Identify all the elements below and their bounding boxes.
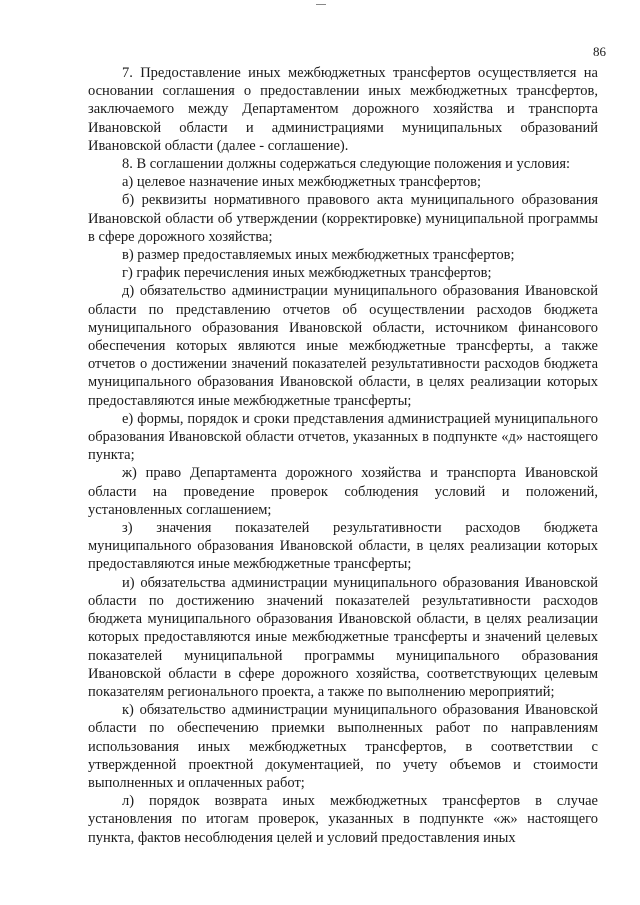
clause-a: а) целевое назначение иных межбюджетных трансфертов;: [122, 174, 481, 191]
clause-b: б) реквизиты нормативного правового акта муниципального образования Ивановской области об утверждении (корректировке) муниципальной программы в сфере дорожного хозяйства;: [88, 192, 598, 245]
clause-e: е) формы, порядок и сроки представления администрацией муниципального образования Ивановской области отчетов, указанных в подпункте «д» настоящего пункта;: [88, 410, 598, 464]
page-number: 86: [593, 44, 606, 59]
clause-d: д) обязательство администрации муниципального образования Ивановской области по представлению отчетов об осуществлении расходов бюджета муниципального образования Ивановской области, источником финансового обеспечения которых являются иные межбюджетные трансферты, а также отчетов о достижении значений показателей результативности расходов бюджета муниципального образования Ивановской области, в целях реализации которых предоставляются иные межбюджетные трансферты;: [88, 283, 598, 409]
clause-zh: ж) право Департамента дорожного хозяйства и транспорта Ивановской области на проведение проверок соблюдения условий и положений, установленных соглашением;: [88, 465, 598, 518]
clause-z: з) значения показателей результативности расходов бюджета муниципального образования Ивановской области, в целях реализации которых предоставляются иные межбюджетные трансферты;: [88, 520, 598, 573]
clause-v: в) размер предоставляемых иных межбюджетных трансфертов;: [122, 247, 515, 264]
clause-k: к) обязательство администрации муниципального образования Ивановской области по обеспечению приемки выполненных работ по направлениям использования иных межбюджетных трансфертов, в соответствии с утвержденной проектной документацией, по учету объемов и стоимости выполненных и оплаченных работ;: [88, 702, 598, 791]
clause-g: г) график перечисления иных межбюджетных трансфертов;: [122, 265, 492, 282]
clause-i: и) обязательства администрации муниципального образования Ивановской области по достижению значений показателей результативности расходов бюджета муниципального образования Ивановской области, в целях реализации которых предоставляются иные межбюджетные трансферты и значений целевых показателей муниципальной программы муниципального образования Ивановской области в сфере дорожного хозяйства, соответствующих целевым показателям регионального проекта, а также по выполнению мероприятий;: [88, 574, 598, 700]
scan-mark: [316, 4, 326, 5]
paragraph-7: 7. Предоставление иных межбюджетных трансфертов осуществляется на основании соглашения о предоставлении иных межбюджетных трансфертов, заключаемого между Департаментом дорожного хозяйства и транспорта Ивановской области и администрациями муниципальных образований Ивановской области (далее - соглашение).: [88, 65, 598, 154]
document-body: [88, 64, 598, 847]
paragraph-8: 8. В соглашении должны содержаться следующие положения и условия:: [122, 156, 571, 173]
clause-l: л) порядок возврата иных межбюджетных трансфертов в случае установления по итогам проверок, указанных в подпункте «ж» настоящего пункта, фактов несоблюдения целей и условий предоставления иных: [88, 793, 598, 846]
